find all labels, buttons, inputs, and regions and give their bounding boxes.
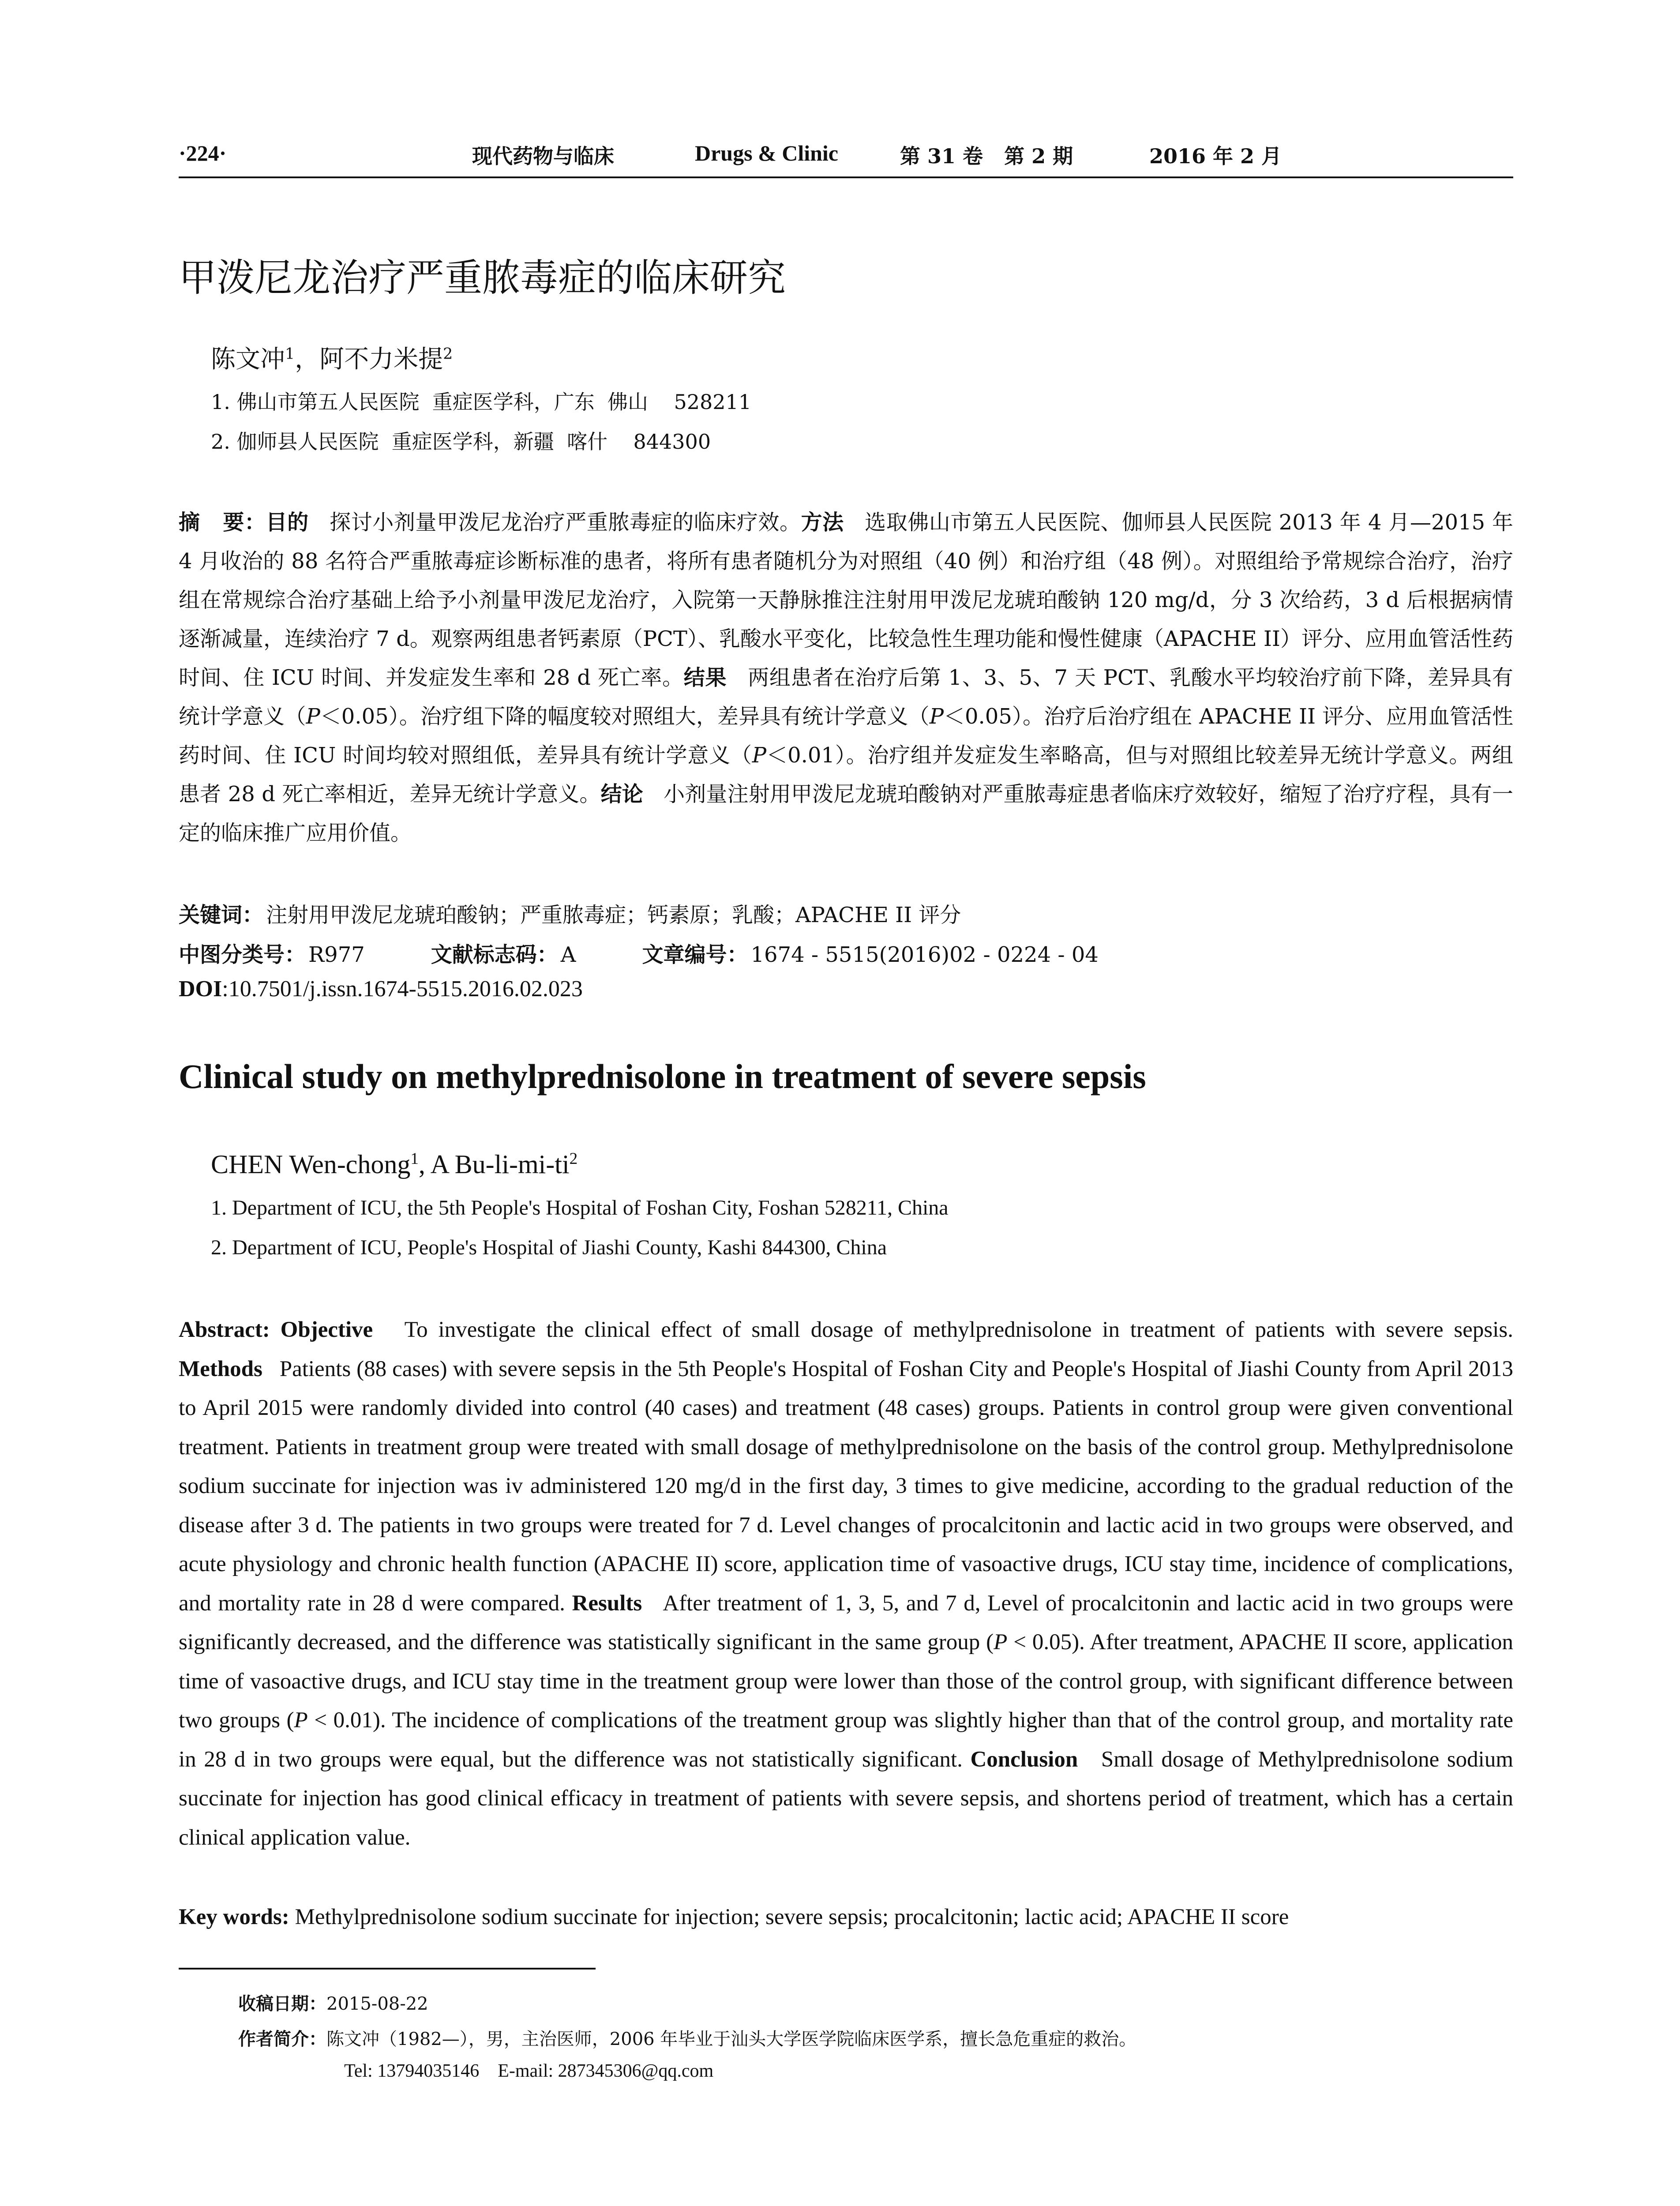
authors-cn (211, 340, 453, 375)
doc-code-label: 文献标志码： (431, 942, 558, 967)
affiliation-en: 1. Department of ICU, the 5th People's Hospital of Foshan City, Foshan 528211, China (211, 1196, 949, 1219)
objective-label: 目的 (266, 510, 309, 535)
received-value: 2015-08-22 (326, 1994, 428, 2014)
keywords-cn (179, 898, 961, 928)
abstract-cn (179, 503, 1513, 852)
article-no-value: 1674 - 5515(2016)02 - 0224 - 04 (750, 942, 1099, 967)
author-affil-marker: 1 (285, 345, 295, 363)
conclusion-label: Conclusion (970, 1747, 1078, 1772)
p-symbol: P (306, 704, 320, 729)
p-symbol: P (929, 704, 944, 729)
classification-line (179, 938, 1099, 968)
author-bio-text: 陈文冲（1982—），男，主治医师，2006 年毕业于汕头大学医学院临床医学系，擅长急危重症的救治。 (326, 2029, 1137, 2049)
doc-code-value: A (560, 942, 576, 967)
author-affil-marker: 2 (443, 345, 453, 363)
author-name: 阿不力米提 (319, 345, 443, 374)
results-label: 结果 (683, 665, 727, 690)
keywords-text: 注射用甲泼尼龙琥珀酸钠；严重脓毒症；钙素原；乳酸；APACHE II 评分 (266, 903, 961, 927)
author-contact: Tel: 13794035146 E-mail: 287345306@qq.com (344, 2061, 714, 2081)
footnote-rule (179, 1968, 596, 1970)
abstract-en (179, 1310, 1513, 1857)
keywords-en (179, 1904, 1289, 1930)
methods-label: 方法 (801, 510, 844, 535)
affiliation-en: 2. Department of ICU, People's Hospital of Jiashi County, Kashi 844300, China (211, 1236, 887, 1259)
keywords-label: Key words: (179, 1905, 289, 1929)
p-symbol: P (752, 743, 767, 768)
objective-label: Objective (280, 1317, 373, 1342)
author-separator: , (418, 1150, 431, 1179)
journal-name-cn: 现代药物与临床 (472, 144, 614, 168)
objective-text: To investigate the clinical effect of small dosage of methylprednisolone in treatment of patients with severe sepsis. (404, 1317, 1514, 1342)
affiliation-cn: 2. 伽师县人民医院 重症医学科，新疆 喀什 844300 (211, 430, 711, 454)
affiliation-cn: 1. 佛山市第五人民医院 重症医学科，广东 佛山 528211 (211, 390, 752, 414)
abstract-label: 摘 要： (179, 510, 266, 535)
header-rule (179, 176, 1513, 178)
results-text: 两组患者在治疗后第 1、3、5、7 天 PCT、乳酸水平均较治疗前下降，差异具有统计学意义（ (179, 665, 1513, 729)
author-bio (238, 2025, 1136, 2050)
author-affil-marker: 1 (410, 1150, 419, 1168)
conclusion-label: 结论 (600, 782, 643, 807)
article-no-label: 文章编号： (642, 942, 748, 967)
results-text: ＜0.01）。治疗组并发症发生率略高，但与对照组比较差异无统计学意义。两组患者 28 d 死亡率相近，差异无统计学意义。 (179, 743, 1513, 807)
conclusion-text: Small dosage of Methylprednisolone sodium succinate for injection has good clinical efficacy in treatment of patients with severe sepsis, and shortens period of treatment, which has a certain clinical application value. (179, 1747, 1514, 1850)
results-text: After treatment of 1, 3, 5, and 7 d, Level of procalcitonin and lactic acid in two groups were significantly decreased, and the difference was statistically significant in the same group ( (179, 1591, 1514, 1654)
page-number: ·224· (179, 141, 227, 165)
authors-en (211, 1149, 578, 1180)
clc-value: R977 (308, 942, 365, 967)
running-header (179, 140, 1513, 176)
author-separator: ， (295, 345, 320, 374)
received-date (238, 1990, 428, 2015)
clc-label: 中图分类号： (179, 942, 306, 967)
volume-issue: 第 31 卷 第 2 期 (900, 144, 1073, 168)
doi-label: DOI (179, 976, 222, 1002)
keywords-text: Methylprednisolone sodium succinate for injection; severe sepsis; procalcitonin; lactic acid; APACHE II score (295, 1905, 1289, 1929)
objective-text: 探讨小剂量甲泼尼龙治疗严重脓毒症的临床疗效。 (330, 510, 801, 535)
author-name: 陈文冲 (211, 345, 285, 374)
methods-text: Patients (88 cases) with severe sepsis in the 5th People's Hospital of Foshan City and People's Hospital of Jiashi County from April 2013 to April 2015 were randomly divided into control (40 cases) and treatment (48 cases) groups. Patients in control group were given conventional treatment. Patients in treatment group were treated with small dosage of methylprednisolone on the basis of the control group. Methylprednisolone sodium succinate for injection was iv administered 120 mg/d in the first day, 3 times to give medicine, according to the gradual reduction of the disease after 3 d. The patients in two groups were treated for 7 d. Level changes of procalcitonin and lactic acid in two groups were observed, and acute physiology and chronic health function (APACHE II) score, application time of vasoactive drugs, ICU stay time, incidence of complications, and mortality rate in 28 d were compared. (179, 1356, 1514, 1616)
author-affil-marker: 2 (569, 1150, 578, 1168)
conclusion-text: 小剂量注射用甲泼尼龙琥珀酸钠对严重脓毒症患者临床疗效较好，缩短了治疗疗程，具有一定的临床推广应用价值。 (179, 782, 1513, 845)
paper-title-cn: 甲泼尼龙治疗严重脓毒症的临床研究 (179, 256, 786, 300)
results-label: Results (572, 1591, 642, 1616)
paper-title-en: Clinical study on methylprednisolone in treatment of severe sepsis (179, 1057, 1146, 1095)
p-symbol: P (994, 1630, 1008, 1654)
issue-date: 2016 年 2 月 (1149, 144, 1282, 168)
methods-text: 选取佛山市第五人民医院、伽师县人民医院 2013 年 4 月—2015 年 4 月收治的 88 名符合严重脓毒症诊断标准的患者，将所有患者随机分为对照组（40 例）和治疗组（48 例）。对照组给予常规综合治疗，治疗组在常规综合治疗基础上给予小剂量甲泼尼龙治疗，入院第一天静脉推注注射用甲泼尼龙琥珀酸钠 120 mg/d，分 3 次给药，3 d 后根据病情逐渐减量，连续治疗 7 d。观察两组患者钙素原（PCT）、乳酸水平变化，比较急性生理功能和慢性健康（APACHE II）评分、应用血管活性药时间、住 ICU 时间、并发症发生率和 28 d 死亡率。 (179, 510, 1513, 690)
doi-line (179, 976, 583, 1002)
methods-label: Methods (179, 1356, 262, 1381)
journal-name-en: Drugs & Clinic (695, 141, 838, 165)
author-name: CHEN Wen-chong (211, 1150, 411, 1179)
results-text: < 0.05). After treatment, APACHE II score, application time of vasoactive drugs, and ICU stay time in the treatment group were lower than those of the control group, with significant difference between two groups ( (179, 1630, 1513, 1733)
author-bio-label: 作者简介： (238, 2029, 326, 2049)
author-name: A Bu-li-mi-ti (430, 1150, 570, 1179)
p-symbol: P (294, 1708, 308, 1733)
results-text: < 0.01). The incidence of complications of the treatment group was slightly higher than that of the control group, and mortality rate in 28 d in two groups were equal, but the difference was not statistically significant. (179, 1708, 1513, 1772)
abstract-label: Abstract: (179, 1317, 270, 1342)
keywords-label: 关键词： (179, 903, 264, 927)
doi-value: :10.7501/j.issn.1674-5515.2016.02.023 (222, 976, 583, 1002)
results-text: ＜0.05）。治疗后治疗组在 APACHE II 评分、应用血管活性药时间、住 ICU 时间均较对照组低，差异具有统计学意义（ (179, 704, 1513, 768)
results-text: ＜0.05）。治疗组下降的幅度较对照组大，差异具有统计学意义（ (320, 704, 930, 729)
received-label: 收稿日期： (238, 1994, 326, 2014)
